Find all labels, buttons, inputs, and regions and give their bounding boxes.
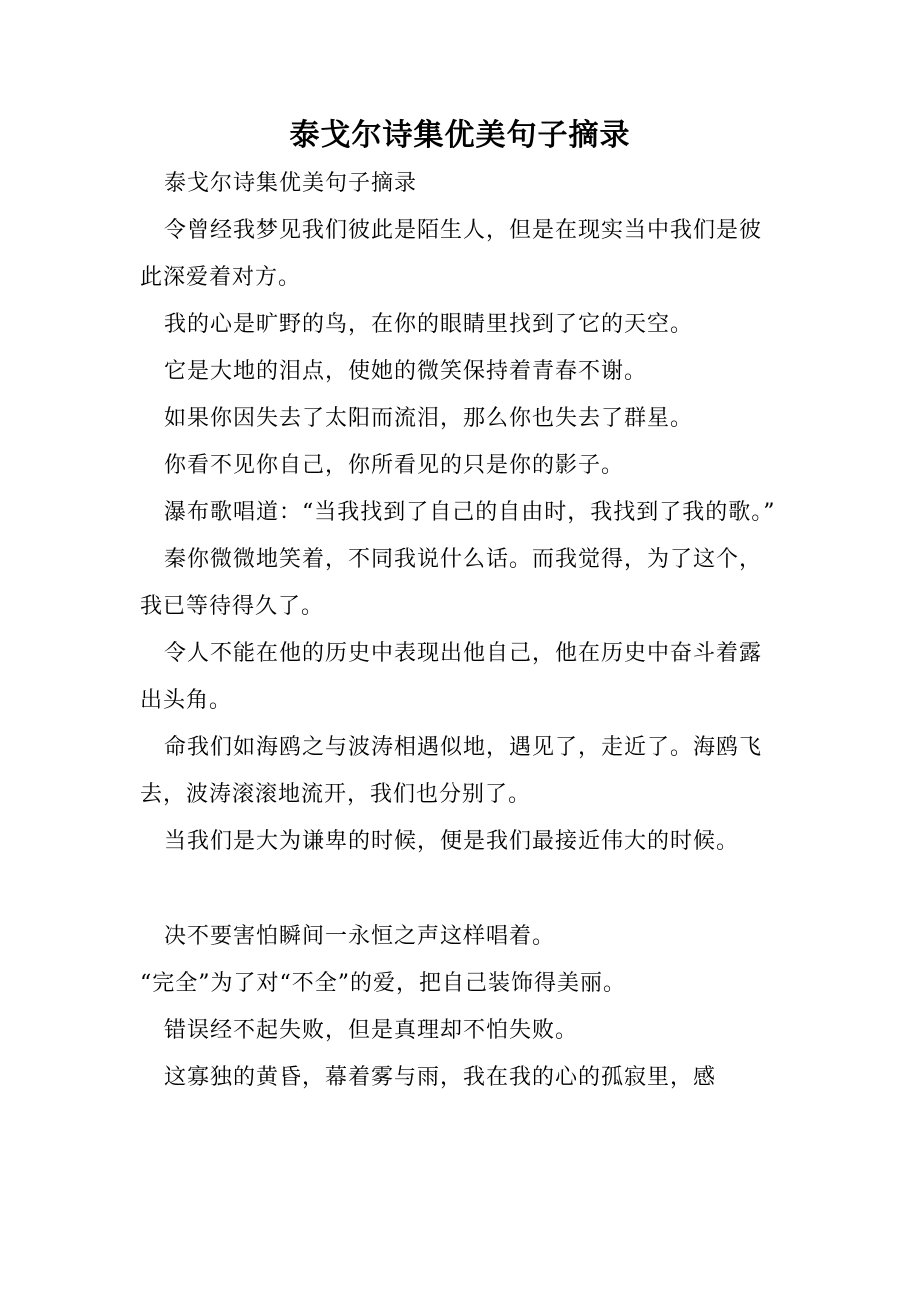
paragraph-12: “完全”为了对“不全”的爱，把自己装饰得美丽。 [140, 971, 626, 996]
paragraph-13: 错误经不起失败，但是真理却不怕失败。 [164, 1018, 579, 1043]
paragraph-4: 如果你因失去了太阳而流泪，那么你也失去了群星。 [164, 406, 694, 431]
paragraph-2: 我的心是旷野的鸟，在你的眼睛里找到了它的天空。 [164, 312, 694, 337]
paragraph-8: 令人不能在他的历史中表现出他自己，他在历史中奋斗着露出头角。 [140, 641, 763, 713]
paragraph-1: 令曾经我梦见我们彼此是陌生人，但是在现实当中我们是彼此深爱着对方。 [140, 218, 763, 290]
paragraph-3: 它是大地的泪点，使她的微笑保持着青春不谢。 [164, 359, 648, 384]
paragraph-6: 瀑布歌唱道：“当我找到了自己的自由时，我找到了我的歌。” [164, 500, 776, 525]
paragraph-11: 决不要害怕瞬间一永恒之声这样唱着。 [164, 924, 556, 949]
paragraph-9: 命我们如海鸥之与波涛相遇似地，遇见了，走近了。海鸥飞去，波涛滚滚地流开，我们也分别了。 [140, 735, 763, 807]
paragraph-7: 秦你微微地笑着，不同我说什么话。而我觉得，为了这个，我已等待得久了。 [140, 547, 763, 619]
paragraph-subtitle: 泰戈尔诗集优美句子摘录 [164, 171, 418, 196]
paragraph-14: 这寡独的黄昏，幕着雾与雨，我在我的心的孤寂里，感 [164, 1065, 717, 1090]
paragraph-gap [140, 865, 780, 913]
paragraph-10: 当我们是大为谦卑的时候，便是我们最接近伟大的时候。 [164, 829, 740, 854]
document-body [140, 160, 780, 1101]
paragraph-5: 你看不见你自己，你所看见的只是你的影子。 [164, 453, 625, 478]
document-title: 泰戈尔诗集优美句子摘录 [289, 118, 631, 153]
